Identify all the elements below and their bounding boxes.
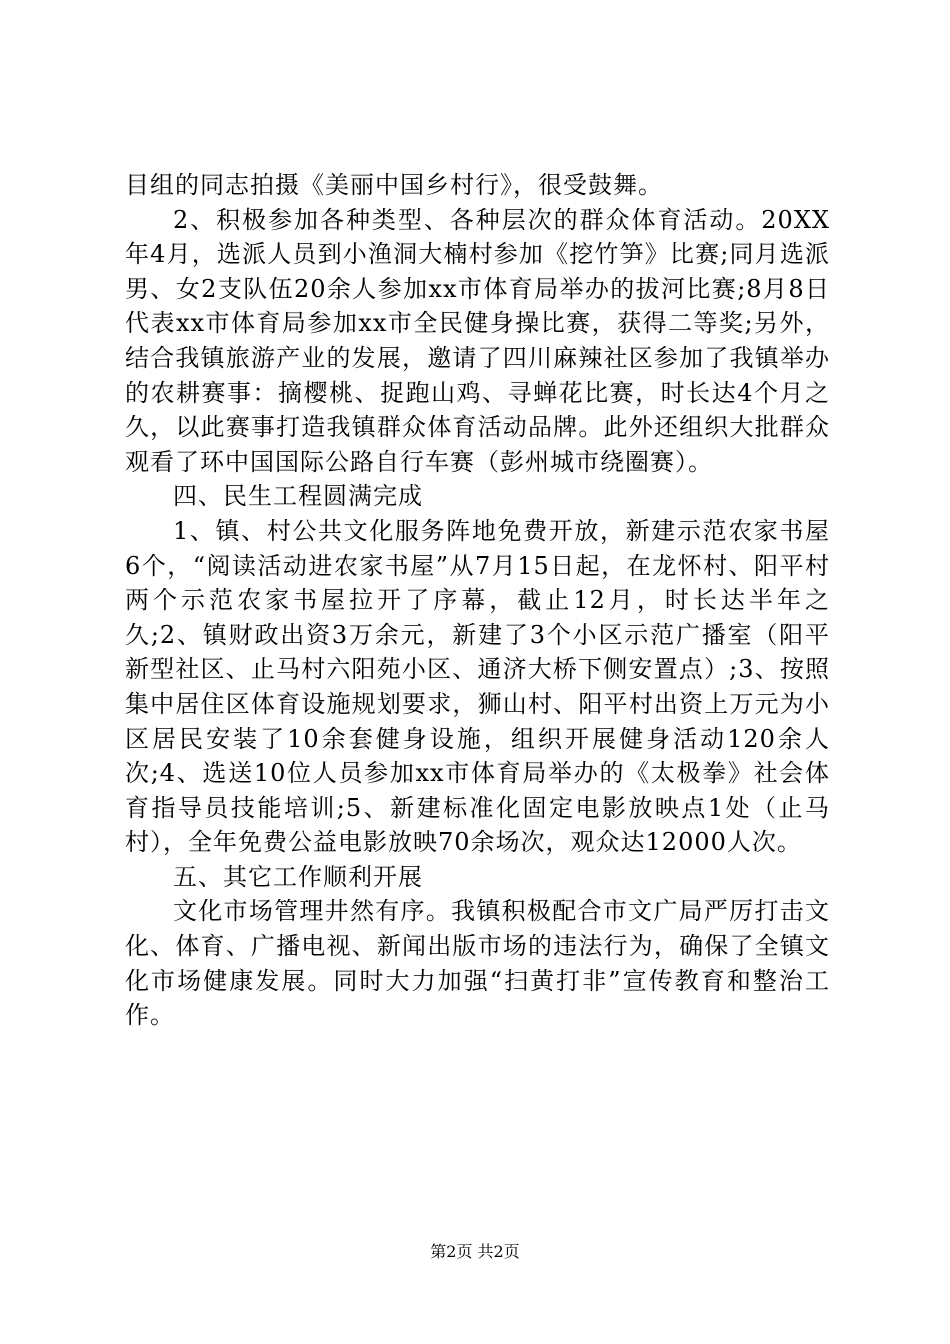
section-heading-other-work: 五、其它工作顺利开展	[173, 862, 423, 891]
paragraph-sports-activities: 2、积极参加各种类型、各种层次的群众体育活动。20XX年4月，选派人员到小渔洞大楠村参加《挖竹笋》比赛;同月选派男、女2支队伍20余人参加xx市体育局举办的拔河比赛;8月8日代表xx市体育局参加xx市全民健身操比赛，获得二等奖;另外，结合我镇旅游产业的发展，邀请了四川麻辣社区参加了我镇举办的农耕赛事：摘樱桃、捉跑山鸡、寻蝉花比赛，时长达4个月之久，以此赛事打造我镇群众体育活动品牌。此外还组织大批群众观看了环中国国际公路自行车赛（彭州城市绕圈赛）。	[125, 205, 830, 476]
section-heading-livelihood: 四、民生工程圆满完成	[173, 482, 423, 511]
paragraph-continuation: 目组的同志拍摄《美丽中国乡村行》，很受鼓舞。	[125, 171, 663, 199]
page-number-footer: 第2页 共2页	[430, 1242, 520, 1261]
document-body	[125, 168, 830, 1033]
paragraph-livelihood-projects: 1、镇、村公共文化服务阵地免费开放，新建示范农家书屋6个，“阅读活动进农家书屋”从7月15日起，在龙怀村、阳平村两个示范农家书屋拉开了序幕，截止12月，时长达半年之久;2、镇财政出资3万余元，新建了3个小区示范广播室（阳平新型社区、止马村六阳苑小区、通济大桥下侧安置点）;3、按照集中居住区体育设施规划要求，狮山村、阳平村出资上万元为小区居民安装了10余套健身设施，组织开展健身活动120余人次;4、选送10位人员参加xx市体育局举办的《太极拳》社会体育指导员技能培训;5、新建标准化固定电影放映点1处（止马村），全年免费公益电影放映70余场次，观众达12000人次。	[125, 516, 830, 857]
paragraph-cultural-market: 文化市场管理井然有序。我镇积极配合市文广局严厉打击文化、体育、广播电视、新闻出版市场的违法行为，确保了全镇文化市场健康发展。同时大力加强“扫黄打非”宣传教育和整治工作。	[125, 897, 830, 1030]
